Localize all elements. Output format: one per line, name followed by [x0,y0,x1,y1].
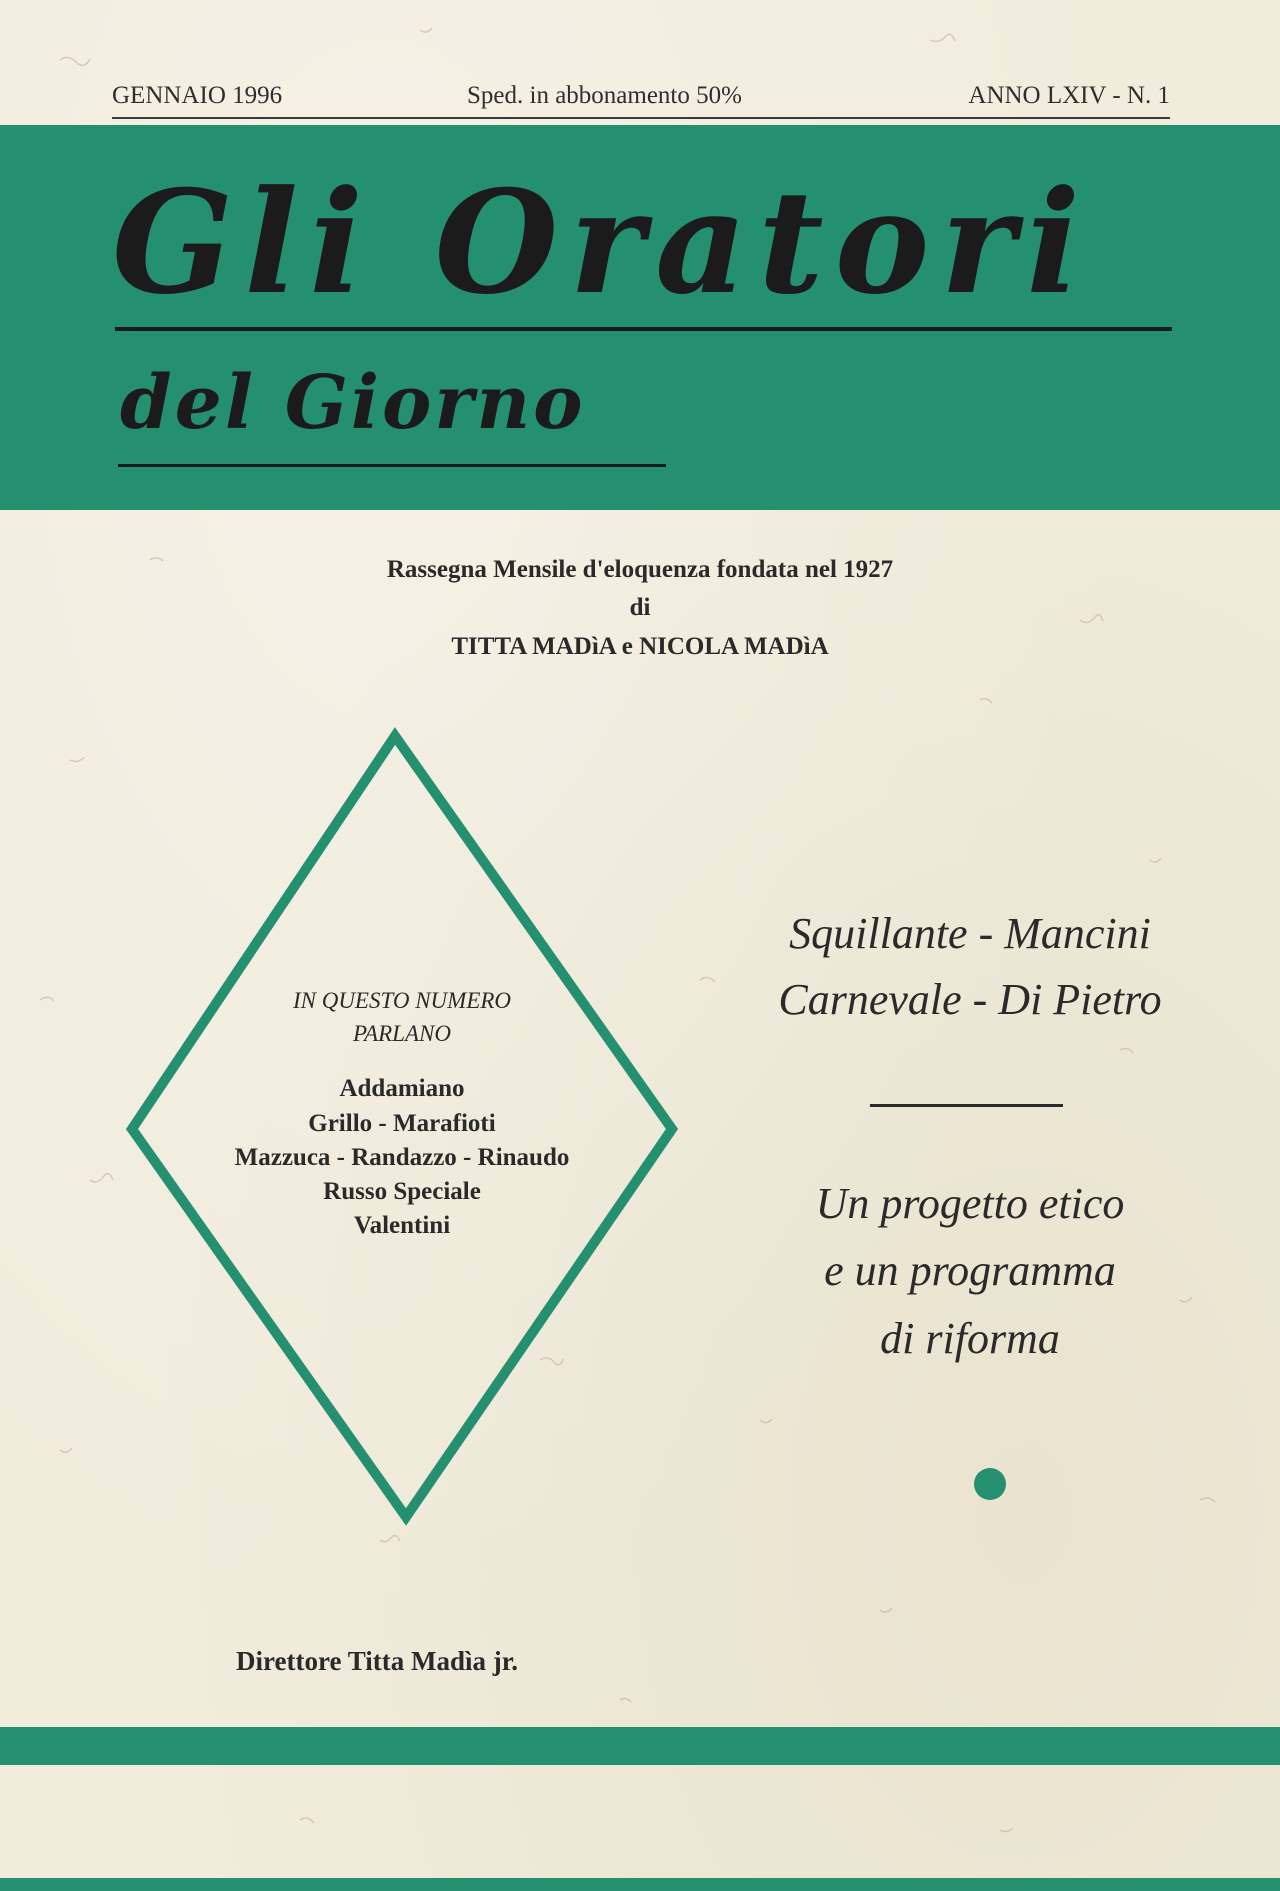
feature-divider [870,1104,1063,1107]
director-credit: Direttore Titta Madìa jr. [236,1646,518,1676]
issue-date: GENNAIO 1996 [112,82,283,109]
speaker-name: Grillo - Marafioti [308,1110,496,1137]
postage-note: Sped. in abbonamento 50% [467,82,742,109]
intro-line: di [629,594,651,621]
green-dot [974,1468,1006,1500]
feature-headline: di riforma [880,1314,1060,1363]
header-rule [112,117,1170,119]
masthead-subtitle: del Giorno [120,360,586,446]
speaker-name: Mazzuca - Randazzo - Rinaudo [234,1144,570,1171]
speaker-name: Addamiano [339,1075,465,1102]
masthead-title: Gli Oratori [112,160,1092,326]
bottom-band [0,1727,1280,1765]
bottom-edge-band [0,1878,1280,1891]
speakers-heading: IN QUESTO NUMERO [292,988,512,1013]
intro-line: Rassegna Mensile d'eloquenza fondata nel 1927 [386,556,894,583]
feature-headline: e un programma [824,1246,1116,1295]
issue-number: ANNO LXIV - N. 1 [968,82,1170,109]
feature-names: Squillante - Mancini [789,909,1151,958]
feature-headline: Un progetto etico [815,1179,1125,1228]
founders: TITTA MADìA e NICOLA MADìA [451,633,829,660]
cover-header [112,82,1170,118]
speakers-heading: PARLANO [353,1021,451,1046]
feature-names: Carnevale - Di Pietro [778,975,1162,1024]
speaker-name: Russo Speciale [323,1178,481,1205]
masthead-subtitle-rule [118,464,666,467]
masthead-rule [115,327,1172,331]
speaker-name: Valentini [353,1212,451,1239]
